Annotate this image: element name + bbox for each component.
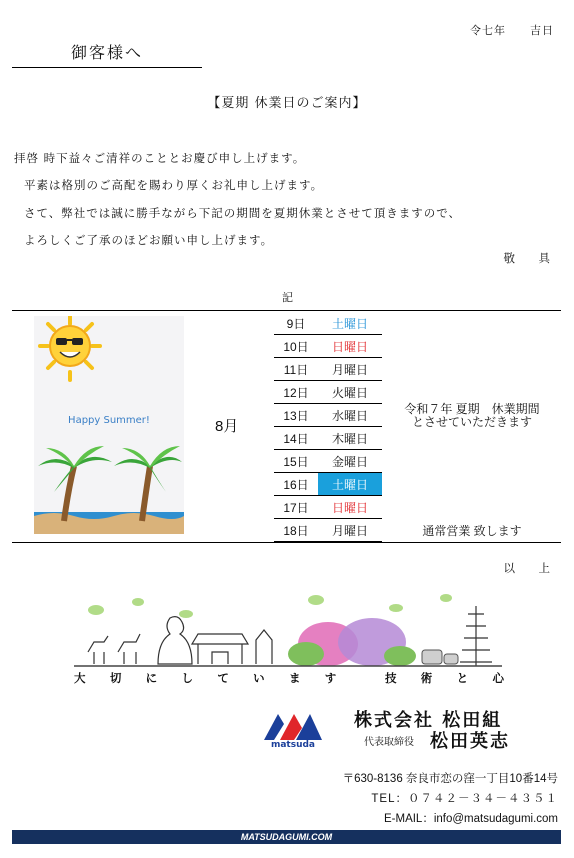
slogan-char: に: [145, 671, 158, 685]
calendar-row: [274, 496, 382, 519]
addressee: 御客様へ: [12, 40, 202, 68]
deity-statue-icon: [256, 630, 272, 664]
calendar-weekday: 火曜日: [318, 381, 382, 404]
slogan-char: し: [181, 671, 193, 685]
slogan-char: 術: [420, 671, 433, 685]
calendar-weekday: 土曜日: [318, 312, 382, 335]
calendar-day: 16日: [274, 473, 318, 496]
calendar-day: 13日: [274, 404, 318, 427]
slogan: [74, 670, 504, 686]
body-line-3: さて、弊社では誠に勝手ながら下記の期間を夏期休業とさせて頂きますので、: [24, 206, 462, 220]
calendar-weekday: 日曜日: [318, 335, 382, 358]
company-email: E-MAIL：info@matsudagumi.com: [383, 813, 558, 825]
closing-keigu: 敬 具: [503, 251, 556, 265]
slogan-char: ま: [288, 671, 301, 685]
slogan-char: て: [217, 671, 229, 685]
footer-website: MATSUDAGUMI.COM: [12, 830, 561, 844]
calendar-weekday: 月曜日: [318, 519, 382, 542]
representative-name: 松田英志: [430, 731, 510, 752]
calendar-row: [274, 381, 382, 404]
pagoda-icon: [460, 606, 492, 666]
calendar-row: [274, 450, 382, 473]
calendar-row: [274, 473, 382, 496]
stone-icon: [422, 650, 458, 664]
month-label: 8月: [215, 418, 239, 435]
holiday-note-line-2: とさせていただきます: [411, 415, 532, 429]
beach-scene: [34, 512, 184, 534]
calendar-weekday: 水曜日: [318, 404, 382, 427]
body-line-2: 平素は格別のご高配を賜わり厚くお礼申し上げます。: [24, 178, 324, 192]
table-top-rule: [12, 310, 561, 311]
palm-tree-icon: [114, 446, 182, 521]
calendar-weekday: 月曜日: [318, 358, 382, 381]
body-line-1: 拝啓 時下益々ご清祥のこととお慶び申し上げます。: [14, 151, 306, 165]
calendar-row: [274, 404, 382, 427]
slogan-char: 技: [384, 671, 397, 685]
calendar-weekday: 木曜日: [318, 427, 382, 450]
table-bottom-rule: [12, 542, 561, 543]
calendar-day: 12日: [274, 381, 318, 404]
calendar-row: [274, 335, 382, 358]
slogan-char: 大: [74, 671, 86, 685]
representative-role: 代表取締役: [364, 737, 414, 748]
body-line-4: よろしくご了承のほどお願い申し上げます。: [24, 233, 274, 247]
resume-note: 通常営業 致します: [422, 524, 522, 538]
deer-icon: [88, 636, 108, 664]
calendar-weekday: 土曜日: [318, 473, 382, 496]
logo-wordmark: matsuda: [270, 740, 316, 750]
landmarks-banner: [66, 592, 508, 672]
holiday-calendar-table: [274, 312, 382, 542]
slogan-char: す: [324, 671, 337, 685]
company-name: 株式会社 松田組: [354, 710, 503, 731]
end-mark: 以 上: [503, 561, 556, 575]
slogan-char: 心: [492, 671, 504, 685]
calendar-day: 14日: [274, 427, 318, 450]
hydrangea-icon: [288, 618, 416, 666]
calendar-day: 10日: [274, 335, 318, 358]
temple-gate-icon: [192, 634, 248, 664]
palm-tree-icon: [38, 446, 112, 521]
company-phone: TEL：０７４２－３４－４３５１: [371, 793, 558, 805]
slogan-char: と: [456, 671, 469, 685]
notice-date: 令七年 吉日: [470, 24, 554, 37]
holiday-period-note: [382, 403, 562, 429]
calendar-row: [274, 358, 382, 381]
calendar-row: [274, 312, 382, 335]
calendar-row: [274, 519, 382, 542]
notice-title: 【夏期 休業日のご案内】: [207, 96, 367, 111]
slogan-char: 切: [109, 671, 122, 685]
leaf-icon: [88, 594, 452, 618]
calendar-weekday: 日曜日: [318, 496, 382, 519]
slogan-char: い: [253, 671, 265, 685]
calendar-day: 17日: [274, 496, 318, 519]
calendar-day: 18日: [274, 519, 318, 542]
calendar-day: 9日: [274, 312, 318, 335]
happy-summer-text: Happy Summer!: [68, 415, 150, 426]
company-address: 〒630-8136 奈良市恋の窪一丁目10番14号: [342, 773, 558, 785]
calendar-day: 15日: [274, 450, 318, 473]
ki-heading: 記: [282, 291, 293, 304]
buddha-statue-icon: [158, 617, 192, 664]
deer-icon: [118, 634, 140, 664]
sun-icon: [40, 316, 100, 380]
calendar-row: [274, 427, 382, 450]
calendar-day: 11日: [274, 358, 318, 381]
holiday-note-line-1: 令和７年 夏期 休業期間: [404, 402, 540, 416]
calendar-weekday: 金曜日: [318, 450, 382, 473]
